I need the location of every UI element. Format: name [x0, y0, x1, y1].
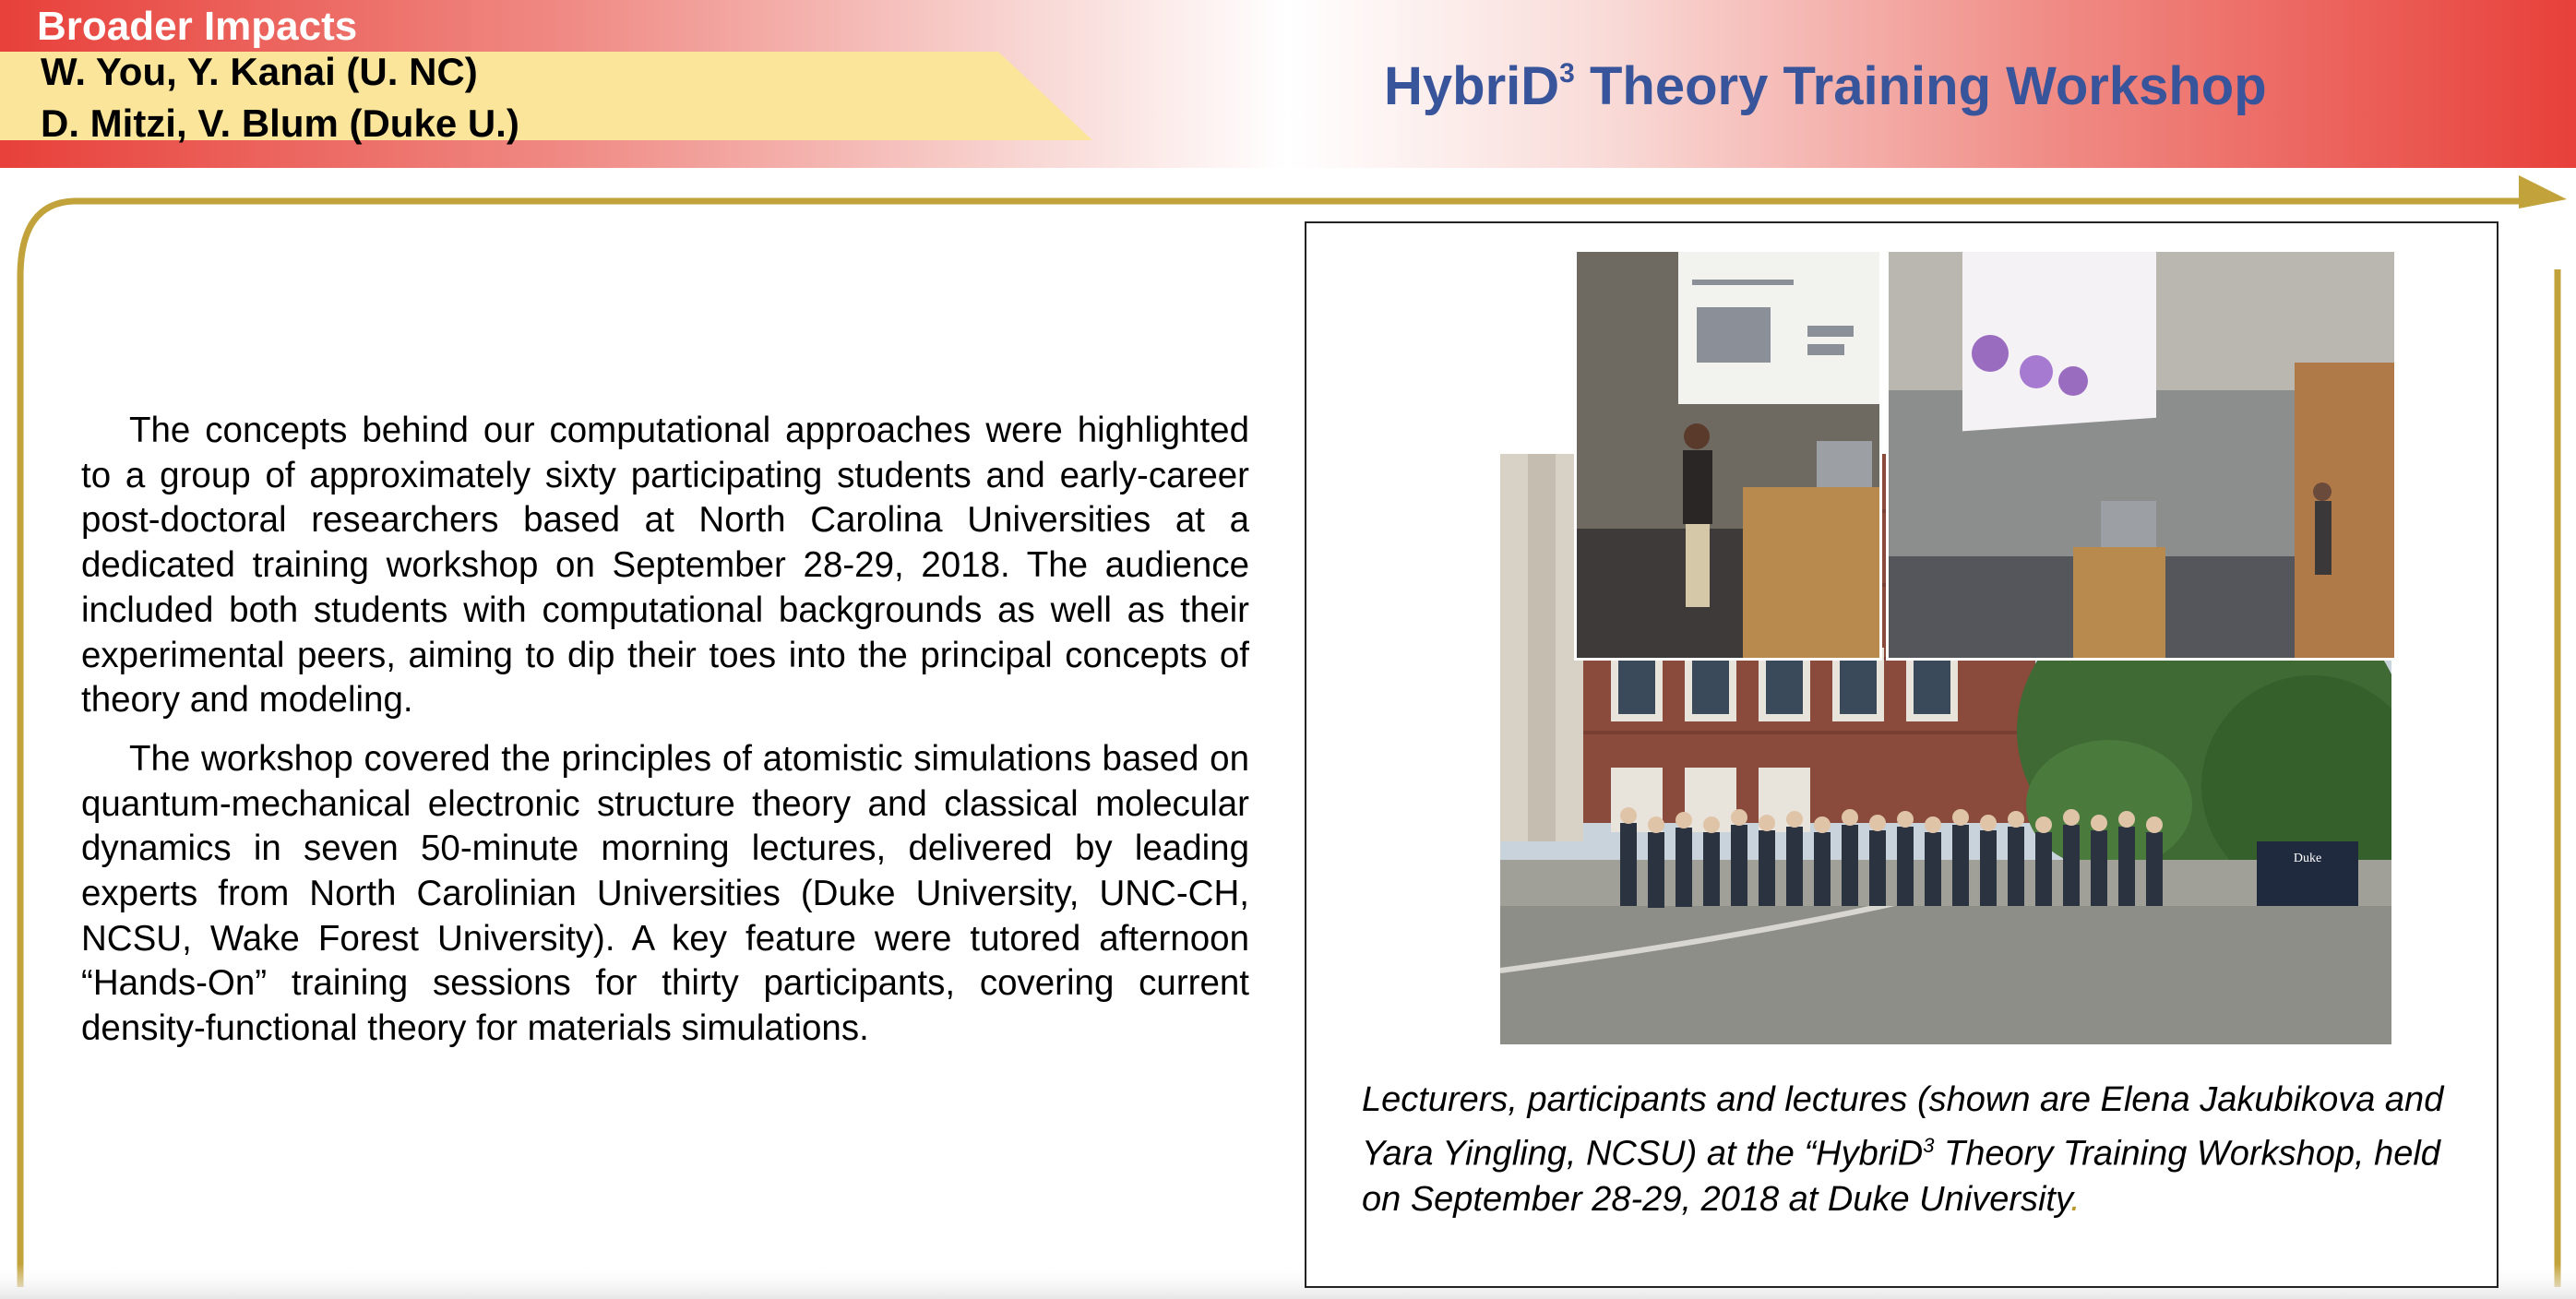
photo-caption [1362, 1078, 2460, 1222]
section-label: Broader Impacts [37, 4, 358, 49]
author-line-duke: D. Mitzi, V. Blum (Duke U.) [41, 101, 519, 145]
duke-sign-text: Duke [2293, 852, 2322, 865]
title-suffix: Theory Training Workshop [1574, 56, 2267, 116]
author-line-unc: W. You, Y. Kanai (U. NC) [41, 50, 478, 93]
caption-text-2: Theory Training Workshop, held on September 28-29, 2018 at Duke University [1362, 1134, 2440, 1219]
lecture-photo-right [1886, 249, 2397, 661]
title-prefix: HybriD [1384, 56, 1560, 116]
body-text [81, 409, 1249, 1066]
title-superscript: 3 [1559, 57, 1575, 89]
lecture-photo-left [1574, 249, 1882, 661]
caption-end: . [2070, 1179, 2081, 1219]
paragraph-intro: The concepts behind our computational approaches were highlighted to a group of approximately sixty participating students and early-career post-doctoral researchers based at North Carolina Universities at a dedicated training workshop on September 28-29, 2018. The audience included both students with computational backgrounds as well as their experimental peers, aiming to dip their toes into the principal concepts of theory and modeling. [81, 411, 1249, 721]
caption-text-1: Lecturers, participants and lectures (shown are Elena Jakubikova and Yara Yingling, NCSU) at the “HybriD [1362, 1080, 2444, 1174]
paragraph-workshop: The workshop covered the principles of atomistic simulations based on quantum-mechanical electronic structure theory and classical molecular dynamics in seven 50-minute morning lectures, delivered by leading experts from North Carolinian Universities (Duke University, UNC-CH, NCSU, Wake Forest University). A key feature were tutored afternoon “Hands-On” training sessions for thirty participants, covering current density-functional theory for materials simulations. [81, 738, 1249, 1049]
caption-superscript: 3 [1923, 1134, 1935, 1157]
photo-panel [1305, 221, 2498, 1288]
